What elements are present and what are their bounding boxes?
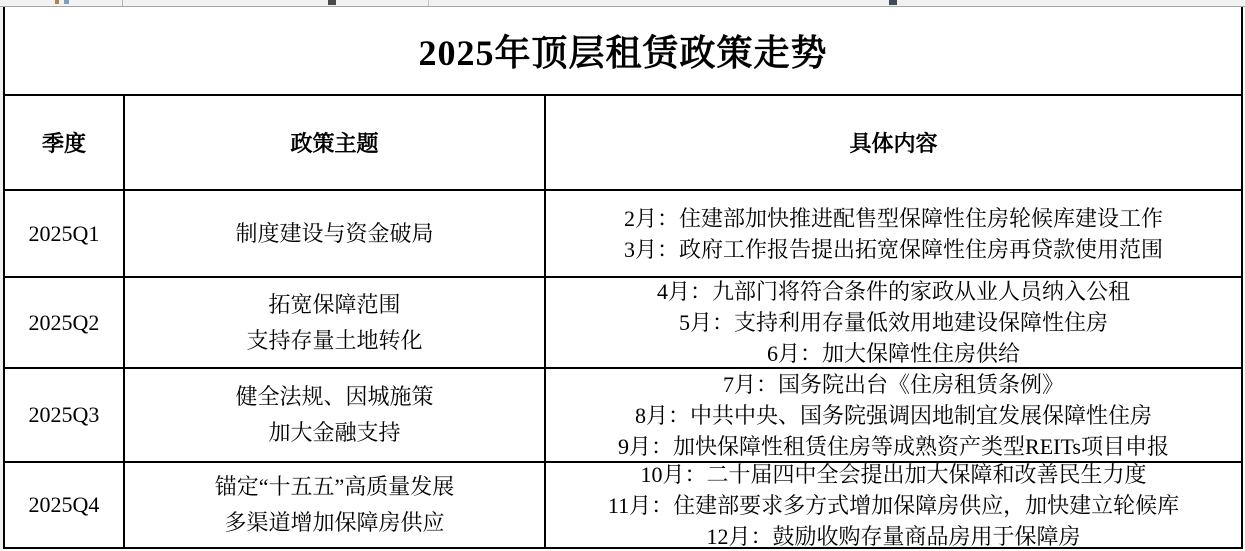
detail-line: 9月：加快保障性租赁住房等成熟资产类型REITs项目申报	[618, 433, 1169, 459]
theme-line: 制度建设与资金破局	[235, 220, 434, 246]
theme-cell	[125, 191, 544, 276]
quarter-cell: 2025Q2	[5, 278, 123, 367]
detail-line: 8月：中共中央、国务院强调因地制宜发展保障性住房	[634, 402, 1152, 428]
cropped-marker-blue-icon	[64, 0, 69, 4]
detail-line: 6月：加大保障性住房供给	[766, 341, 1020, 366]
theme-line: 健全法规、因城施策	[235, 384, 434, 409]
cropped-cell-divider	[122, 0, 123, 6]
table-title: 2025年顶层租赁政策走势	[5, 7, 1241, 94]
column-header-details: 具体内容	[546, 96, 1241, 189]
theme-line: 拓宽保障范围	[268, 291, 401, 317]
quarter-cell: 2025Q4	[5, 463, 123, 547]
details-cell	[546, 278, 1241, 367]
detail-line: 7月：国务院出台《住房租赁条例》	[722, 371, 1064, 397]
details-cell	[546, 369, 1241, 461]
detail-line: 10月：二十届四中全会提出加大保障和改善民生力度	[640, 463, 1147, 487]
detail-line: 12月：鼓励收购存量商品房用于保障房	[706, 523, 1081, 547]
column-header-theme: 政策主题	[125, 96, 544, 189]
theme-cell	[125, 278, 544, 367]
cropped-marker-navy-icon	[889, 0, 897, 5]
detail-line: 3月：政府工作报告提出拓宽保障性住房再贷款使用范围	[623, 236, 1163, 262]
details-cell	[546, 463, 1241, 547]
quarter-cell: 2025Q3	[5, 369, 123, 461]
cropped-marker-dark-icon	[328, 0, 336, 5]
detail-line: 2月：住建部加快推进配售型保障性住房轮候库建设工作	[623, 205, 1163, 231]
quarter-cell: 2025Q1	[5, 191, 123, 276]
theme-line: 锚定“十五五”高质量发展	[214, 474, 455, 499]
policy-table	[3, 6, 1243, 549]
canvas-left-gutter	[0, 0, 3, 551]
cropped-cell-divider	[428, 0, 429, 6]
theme-line: 多渠道增加保障房供应	[224, 510, 445, 535]
cropped-row-remnant	[0, 0, 1245, 7]
theme-line: 加大金融支持	[268, 420, 401, 445]
column-header-quarter: 季度	[5, 96, 123, 189]
detail-line: 4月：九部门将符合条件的家政从业人员纳入公租	[656, 279, 1130, 304]
cropped-marker-orange-icon	[55, 0, 59, 4]
theme-cell	[125, 463, 544, 547]
theme-cell	[125, 369, 544, 461]
details-cell	[546, 191, 1241, 276]
detail-line: 11月：住建部要求多方式增加保障房供应，加快建立轮候库	[607, 492, 1180, 518]
detail-line: 5月：支持利用存量低效用地建设保障性住房	[678, 310, 1108, 335]
theme-line: 支持存量土地转化	[246, 327, 423, 353]
